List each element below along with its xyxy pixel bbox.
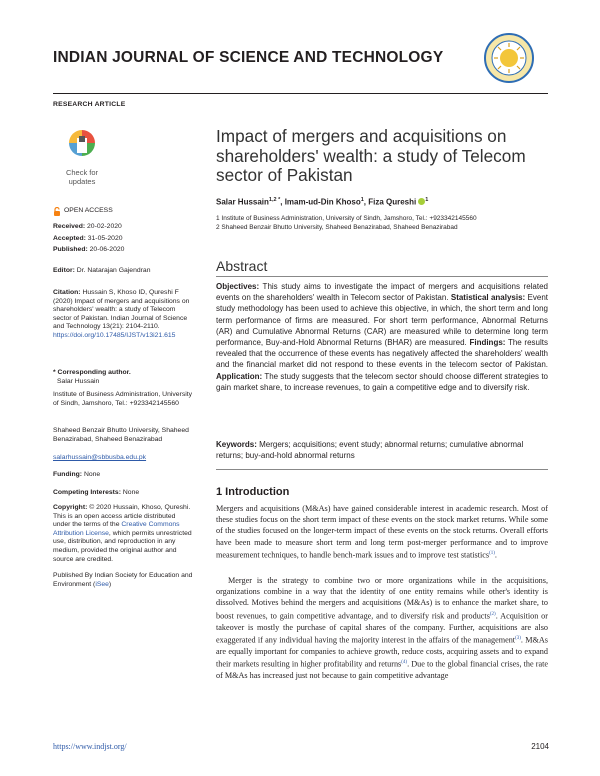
abstract-rule [216,276,548,277]
abstract-heading: Abstract [216,258,268,274]
findings-text: The results revealed that the occurrence of these events has negatively affected the shareholders' wealth and the financial market did not respond to these events in the telecom sector of Pakistan. [216,338,548,370]
citation-label: Citation: [53,289,81,296]
corr-email-link[interactable]: salarhussain@sbbusba.edu.pk [53,454,147,461]
objectives-label: Objectives: [216,282,260,291]
reference-link[interactable]: (4) [401,659,408,665]
paragraph-text: . Due to the global financial crises, the rate of M&As has increased just not because to gain competitive advantage [216,659,549,680]
open-access [53,207,193,216]
isee-link[interactable]: iSee [95,580,109,588]
application-label: Application: [216,371,263,381]
copyright-text: © 2020 Hussain, Khoso, Qureshi. This is an open access article distributed under the terms of the [53,504,191,529]
check-updates-icon [67,128,97,162]
article-title: Impact of mergers and acquisitions on shareholders' wealth: a study of Telecom sector of Pakistan [216,126,526,186]
citation-text: Hussain S, Khoso ID, Qureshi F (2020) Impact of mergers and acquisitions on shareholders' wealth: a study of Telecom sector of Pakistan. Indian Journal of Science and Technology 13(21): 2104-2110. [53,289,190,331]
copyright-text-end: , which permits unrestricted use, distribution, and reproduction in any medium, provided the original author and source are credited. [53,529,192,563]
affiliations [216,214,477,232]
paragraph-text: . M&As are equally important for companies to achieve growth, reduce costs, acquiring assets and to expand their markets resulting in higher profitability and returns [216,635,548,669]
intro-paragraph-1 [216,503,548,561]
article-type: RESEARCH ARTICLE [53,101,126,108]
copyright-label: Copyright: [53,504,88,511]
keywords [216,439,548,461]
author-name: Imam-ud-Din Khoso [284,197,361,207]
accepted-date: 31-05-2020 [87,234,123,242]
page-number: 2104 [531,742,549,751]
editor [53,267,193,276]
journal-title: INDIAN JOURNAL OF SCIENCE AND TECHNOLOGY [53,49,444,66]
stat-text: Event study methodology has been used to achieve this objective, in which, the short term and long term performance of firms are measured. For short term performance, Abnormal Returns (AR) and Cumulative Abnormal Returns (CAR) are measured while to determine long term performance, Buy-and-Hold Abnormal Returns (BHAR) are measured. [216,293,548,348]
author-name: Salar Hussain [216,197,269,207]
author-name: Fiza Qureshi [368,197,417,207]
funding [53,471,193,480]
competing-interests [53,489,193,498]
open-access-label: OPEN ACCESS [64,207,113,215]
corr-label: * Corresponding author. [53,369,131,376]
keywords-text: Mergers; acquisitions; event study; abnormal returns; cumulative abnormal returns; buy-and-hold abnormal returns [216,440,524,461]
published-date: 20-06-2020 [89,246,125,254]
journal-logo [483,32,535,84]
published-label: Published: [53,246,88,254]
editor-label: Editor: [53,267,75,274]
check-updates-label: Check for updates [65,168,99,186]
publisher-text: Published By Indian Society for Education and Environment ( [53,572,193,588]
competing-label: Competing Interests: [53,489,121,496]
introduction-heading: 1 Introduction [216,486,290,498]
corresponding-author [53,369,193,386]
editor-name: Dr. Natarajan Gajendran [76,267,151,274]
footer-journal-link[interactable]: https://www.indjst.org/ [53,742,127,751]
intro-paragraph-2 [216,575,548,681]
paragraph-text: . [494,550,497,560]
received-date: 20-02-2020 [87,223,122,230]
cc-license-link[interactable]: Creative Commons Attribution License [53,521,180,537]
abstract-end-rule [216,469,548,470]
application-text: The study suggests that the telecom sector should choose different strategies to gain market share, to increase revenues, to gain a competitive edge and to diversify risk. [216,371,548,392]
objectives-text: This study aims to investigate the impact of mergers and acquisitions related events on the shareholders' wealth in Telecom sector of Pakistan. [216,282,548,303]
publisher [53,572,193,589]
corr-institute-1: Institute of Business Administration, University of Sindh, Jamshoro, Tel.: +923342145560 [53,391,193,407]
publisher-text-end: ) [108,580,112,588]
accepted-label: Accepted: [53,234,86,242]
funding-value: None [83,471,101,478]
paragraph-text: Merger is the strategy to combine two or more organizations while in the acquisitions, organizations combine in a way that the identity of one entity remains while other's identity is dissolved. Motives behind the mergers and acquisitions (M&As) is to enhance the market share, to boost revenues, to gain competitive advantage, and to diversify risk and products [216,576,548,621]
author-affiliation-mark: 1,2 * [268,197,281,203]
check-for-updates-badge[interactable] [60,128,104,184]
findings-label: Findings: [469,338,506,348]
article-dates [53,221,193,256]
author-affiliation-mark: 1 [360,197,364,203]
citation [53,289,193,341]
paragraph-text: . Acquisition or takeover is mostly the purchase of capital shares of the company. Further, acquisitions are also exaggerated if any individual having the majority interest in the affairs of the management [216,611,549,645]
citation-doi-link[interactable]: https://doi.org/10.17485/IJST/v13i21.615 [53,331,176,339]
affiliation: 2 Shaheed Benzair Bhutto University, Shaheed Benazirabad, Shaheed Benazirabad [216,224,458,231]
competing-value: None [122,489,140,496]
stat-label: Statistical analysis: [450,293,526,303]
reference-link[interactable]: (2) [489,611,496,617]
header-rule [53,93,548,94]
corr-institute-2: Shaheed Benzair Bhutto University, Shaheed Benazirabad, Shaheed Benazirabad [53,427,189,443]
received-label: Received: [53,223,86,230]
reference-link[interactable]: (1) [489,550,495,556]
copyright [53,504,193,564]
funding-label: Funding: [53,471,83,478]
reference-link[interactable]: (3) [515,635,521,641]
open-lock-icon [53,207,61,216]
author-affiliation-mark: 1 [425,197,429,203]
affiliation: 1 Institute of Business Administration, University of Sindh, Jamshoro, Tel.: +923342145560 [216,215,477,222]
keywords-label: Keywords: [216,440,257,449]
corr-name: Salar Hussain [57,377,100,385]
abstract-body [216,281,548,393]
author-list: Salar Hussain$^{1,2 *}$, Imam-ud-Din Khoso$^1$, Fiza Qureshi $^1$ [216,197,429,207]
paragraph-text: Mergers and acquisitions (M&As) have gained considerable interest in academic research. Most of these studies focus on the short term impact of these events on the stock market returns. While some of the studies focused on the longer-term impact of these events on the stock returns. Overall efforts have been made to measure short term and long term post-merger performance and to improve measurement techniques, to handle bench-mark issues and to improve test statistics [216,504,548,560]
